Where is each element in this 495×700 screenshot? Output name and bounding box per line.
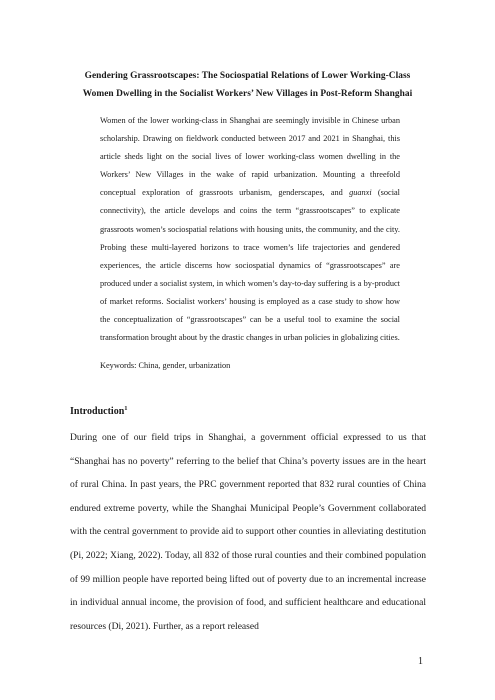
keywords: Keywords: China, gender, urbanization xyxy=(100,361,231,370)
body-paragraph: During one of our field trips in Shanghai, a government official expressed to us that “Shanghai has no poverty” referring to the belief that China’s poverty issues are in the heart of rural China. In past years, the PRC government reported that 832 rural counties of China endured extreme poverty, while the Shanghai Municipal People’s Government collaborated with the central government to provide aid to support other counties in alleviating destitution (Pi, 2022; Xiang, 2022). Today, all 832 of those rural counties and their combined population of 99 million people have reported being lifted out of poverty due to an incremental increase in individual annual income, the provision of food, and sufficient healthcare and educational resources (Di, 2021). Further, as a report released xyxy=(70,432,426,632)
body-text xyxy=(70,426,426,638)
page-number: 1 xyxy=(418,656,423,667)
abstract-paragraph xyxy=(100,112,400,347)
footnote-marker[interactable]: 1 xyxy=(124,405,128,412)
paper-title xyxy=(60,67,435,103)
abstract-text-before: Women of the lower working-class in Shanghai are seemingly invisible in Chinese urban scholarship. Drawing on fieldwork conducted between 2017 and 2021 in Shanghai, this article sheds light on the social lives of lower working-class women dwelling in the Workers’ New Villages in the wake of rapid urbanization. Mounting a threefold conceptual exploration of grassroots urbanism, genderscapes, and xyxy=(100,116,400,198)
title-line-2: Women Dwelling in the Socialist Workers’ New Villages in Post-Reform Shanghai xyxy=(82,89,413,99)
title-line-1: Gendering Grassrootscapes: The Sociospatial Relations of Lower Working-Class xyxy=(84,71,411,81)
abstract-text-after: (social connectivity), the article develops and coins the term “grassrootscapes” to explicate grassroots women’s sociospatial relations with housing units, the community, and the city. Probing these multi-layered horizons to trace women’s life trajectories and gendered experiences, the article discerns how sociospatial dynamics of “grassrootscapes” are produced under a socialist system, in which women’s day-to-day suffering is a by-product of market reforms. Socialist workers’ housing is employed as a case study to show how the conceptualization of “grassrootscapes” can be a useful tool to examine the social transformation brought about by the drastic changes in urban policies in globalizing cities. xyxy=(100,188,400,343)
abstract xyxy=(100,112,400,347)
section-heading xyxy=(70,406,128,418)
section-heading-text: Introduction xyxy=(70,406,125,417)
abstract-italic-term: guanxi xyxy=(349,188,372,198)
